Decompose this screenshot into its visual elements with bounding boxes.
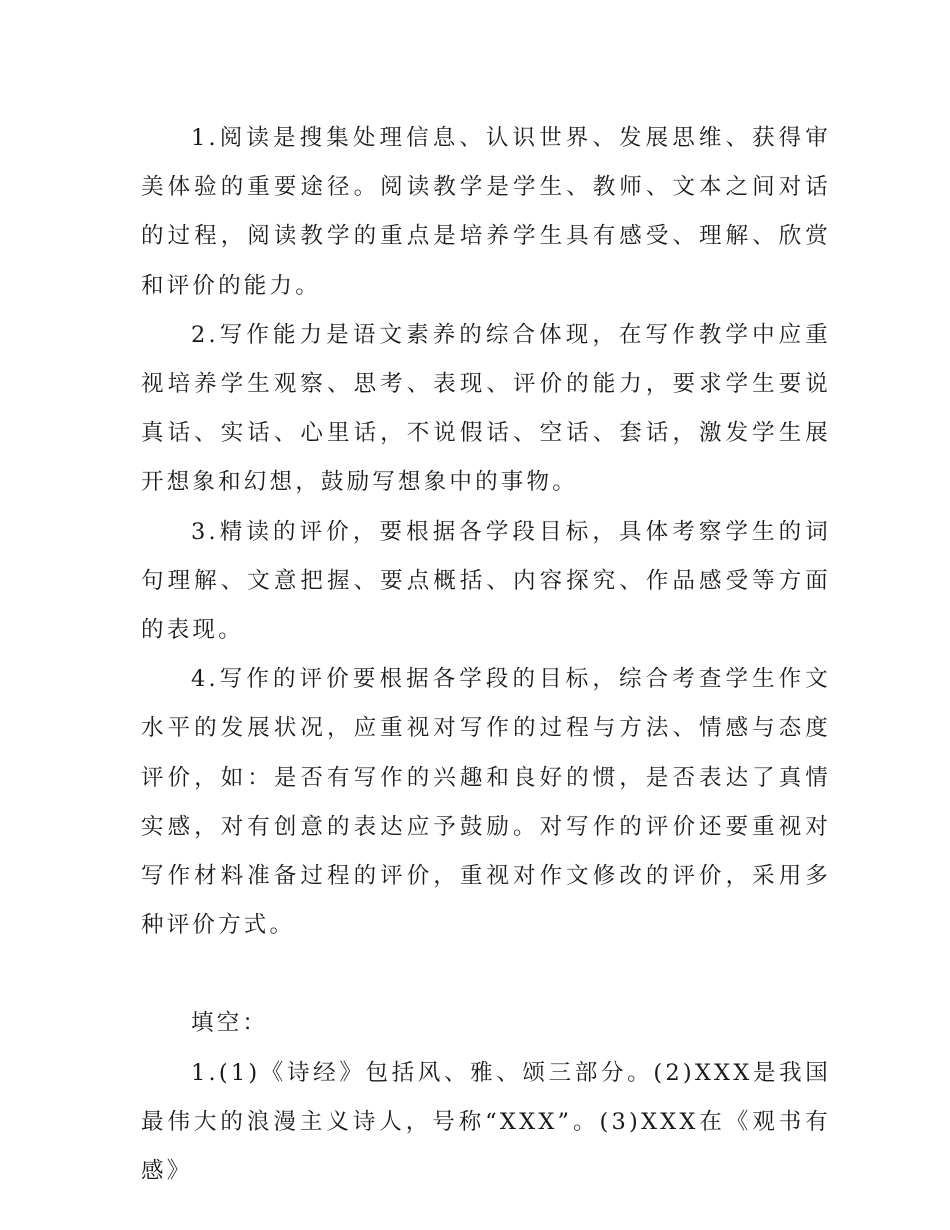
- paragraph-intensive-reading-evaluation: 3.精读的评价，要根据各学段目标，具体考察学生的词句理解、文意把握、要点概括、内容探究、作品感受等方面的表现。: [141, 518, 831, 644]
- fill-blank-item: 1.(1)《诗经》包括风、雅、颂三部分。(2)XXX是我国最伟大的浪漫主义诗人，号称“XXX”。(3)XXX在《观书有感》: [141, 1059, 831, 1185]
- document-body: [141, 114, 831, 1196]
- section-gap: [141, 950, 831, 999]
- paragraph-writing-ability: 2.写作能力是语文素养的综合体现，在写作教学中应重视培养学生观察、思考、表现、评价的能力，要求学生要说真话、实话、心里话，不说假话、空话、套话，激发学生展开想象和幻想，鼓励写想象中的事物。: [141, 321, 831, 496]
- paragraph-writing-evaluation: 4.写作的评价要根据各学段的目标，综合考查学生作文水平的发展状况，应重视对写作的过程与方法、情感与态度评价，如：是否有写作的兴趣和良好的惯，是否表达了真情实感，对有创意的表达应予鼓励。对写作的评价还要重视对写作材料准备过程的评价，重视对作文修改的评价，采用多种评价方式。: [141, 666, 831, 939]
- fill-blank-heading: 填空：: [191, 1010, 269, 1037]
- paragraph-reading: 1.阅读是搜集处理信息、认识世界、发展思维、获得审美体验的重要途径。阅读教学是学生、教师、文本之间对话的过程，阅读教学的重点是培养学生具有感受、理解、欣赏和评价的能力。: [141, 125, 831, 299]
